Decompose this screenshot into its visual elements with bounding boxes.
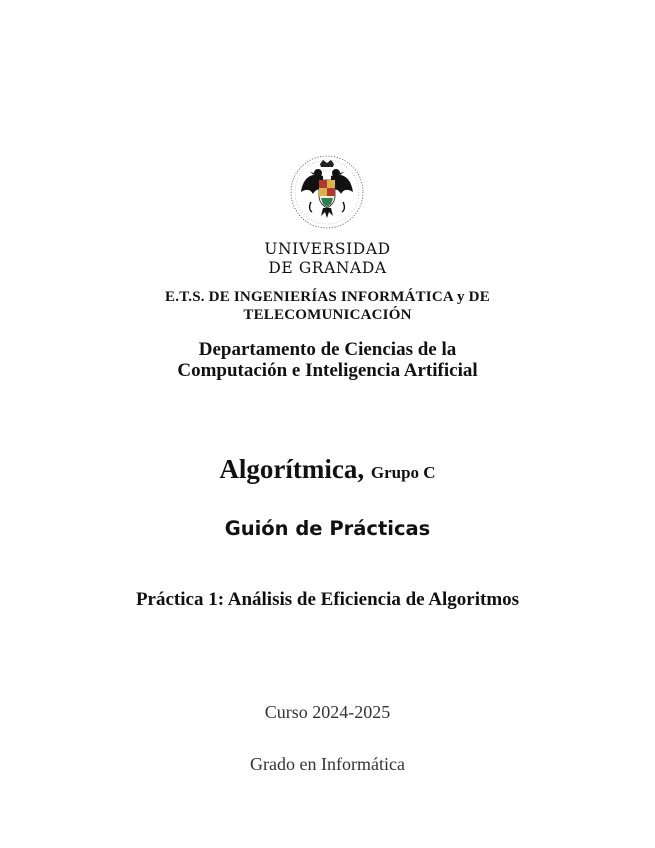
- course-group: Grupo C: [370, 463, 436, 482]
- practice-title: Práctica 1: Análisis de Eficiencia de Algoritmos: [135, 589, 520, 610]
- school-name-line2: TELECOMUNICACIÓN: [243, 307, 412, 323]
- department-name-line2: Computación e Inteligencia Artificial: [177, 360, 478, 381]
- university-name-line2: DE GRANADA: [268, 259, 387, 277]
- course-name: Algorítmica,: [219, 454, 365, 484]
- school-name: [0, 288, 655, 324]
- university-name-line1: UNIVERSIDAD: [264, 240, 391, 258]
- university-seal-logo: [287, 152, 367, 232]
- school-name-line1: E.T.S. DE INGENIERÍAS INFORMÁTICA y DE: [165, 289, 490, 305]
- department-name-line1: Departamento de Ciencias de la: [198, 339, 457, 360]
- document-type-heading: Guión de Prácticas: [224, 517, 431, 540]
- academic-year: Curso 2024-2025: [264, 702, 391, 722]
- department-name: [0, 339, 655, 381]
- university-name: [0, 240, 655, 278]
- seal-emblem-icon: [287, 152, 367, 232]
- degree-name: Grado en Informática: [250, 754, 405, 774]
- course-title: [0, 453, 655, 489]
